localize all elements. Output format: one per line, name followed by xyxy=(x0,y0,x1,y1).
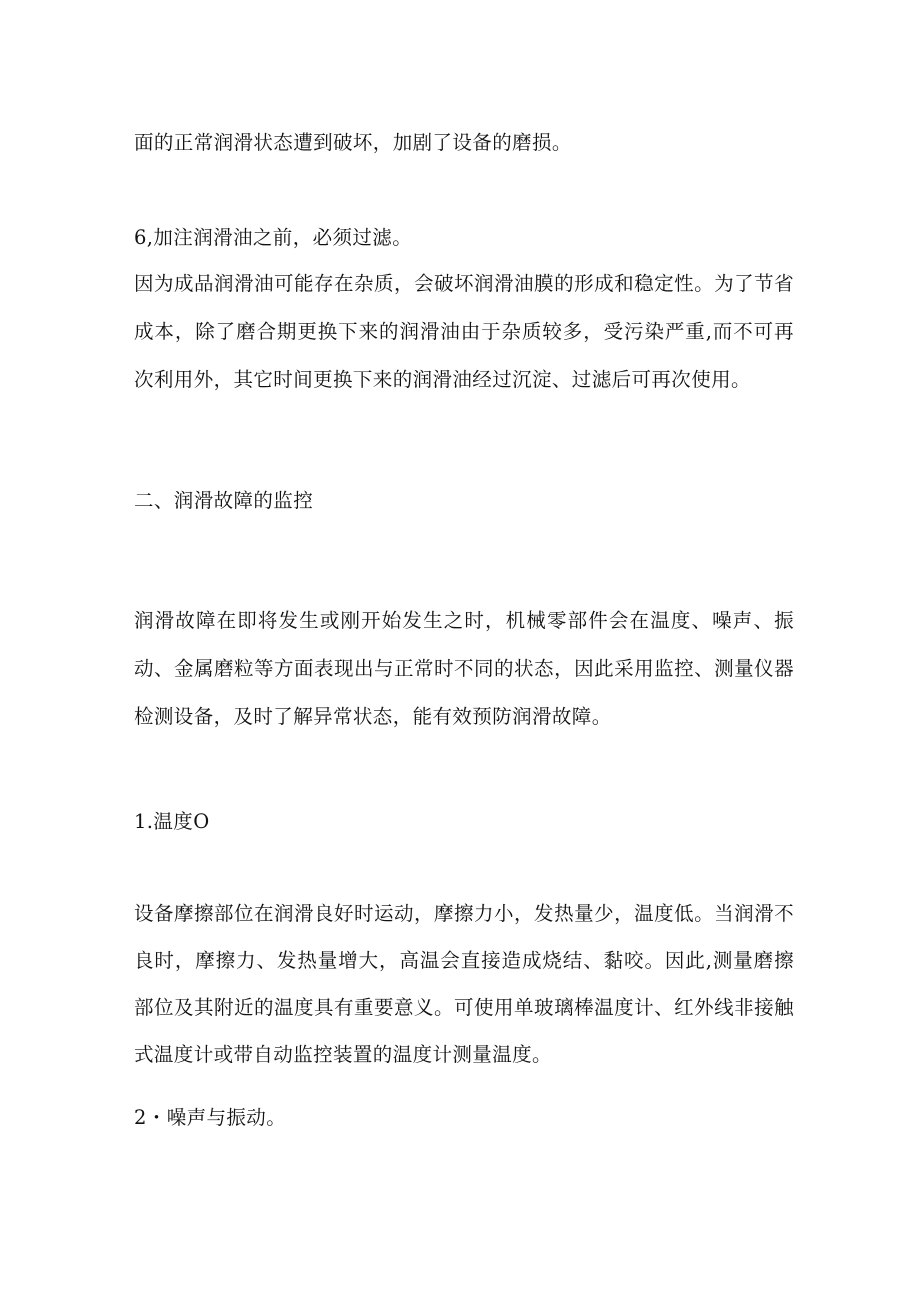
item-2-title: 2・噪声与振动。 xyxy=(134,1106,287,1129)
item-6-title: 6,加注润滑油之前，必须过滤。 xyxy=(134,226,413,249)
section-2-intro: 润滑故障在即将发生或刚开始发生之时，机械零部件会在温度、噪声、振动、金属磨粒等方面表现出与正常时不同的状态，因此采用监控、测量仪器检测设备，及时了解异常状态，能有效预防润滑故障。 xyxy=(134,609,794,728)
item-1-body: 设备摩擦部位在润滑良好时运动，摩擦力小，发热量少，温度低。当润滑不良时，摩擦力、发热量增大，高温会直接造成烧结、黏咬。因此,测量磨擦部位及其附近的温度具有重要意义。可使用单玻璃棒温度计、红外线非接触式温度计或带自动监控装置的温度计测量温度。 xyxy=(134,902,794,1066)
paragraph-continuation: 面的正常润滑状态遭到破坏，加剧了设备的磨损。 xyxy=(134,131,572,154)
item-6-body: 因为成品润滑油可能存在杂质，会破坏润滑油膜的形成和稳定性。为了节省成本，除了磨合期更换下来的润滑油由于杂质较多，受污染严重,而不可再次利用外，其它时间更换下来的润滑油经过沉淀、过滤后可再次使用。 xyxy=(134,272,794,391)
item-1-title: 1.温度O xyxy=(134,810,210,833)
section-2-heading: 二、润滑故障的监控 xyxy=(134,489,314,512)
